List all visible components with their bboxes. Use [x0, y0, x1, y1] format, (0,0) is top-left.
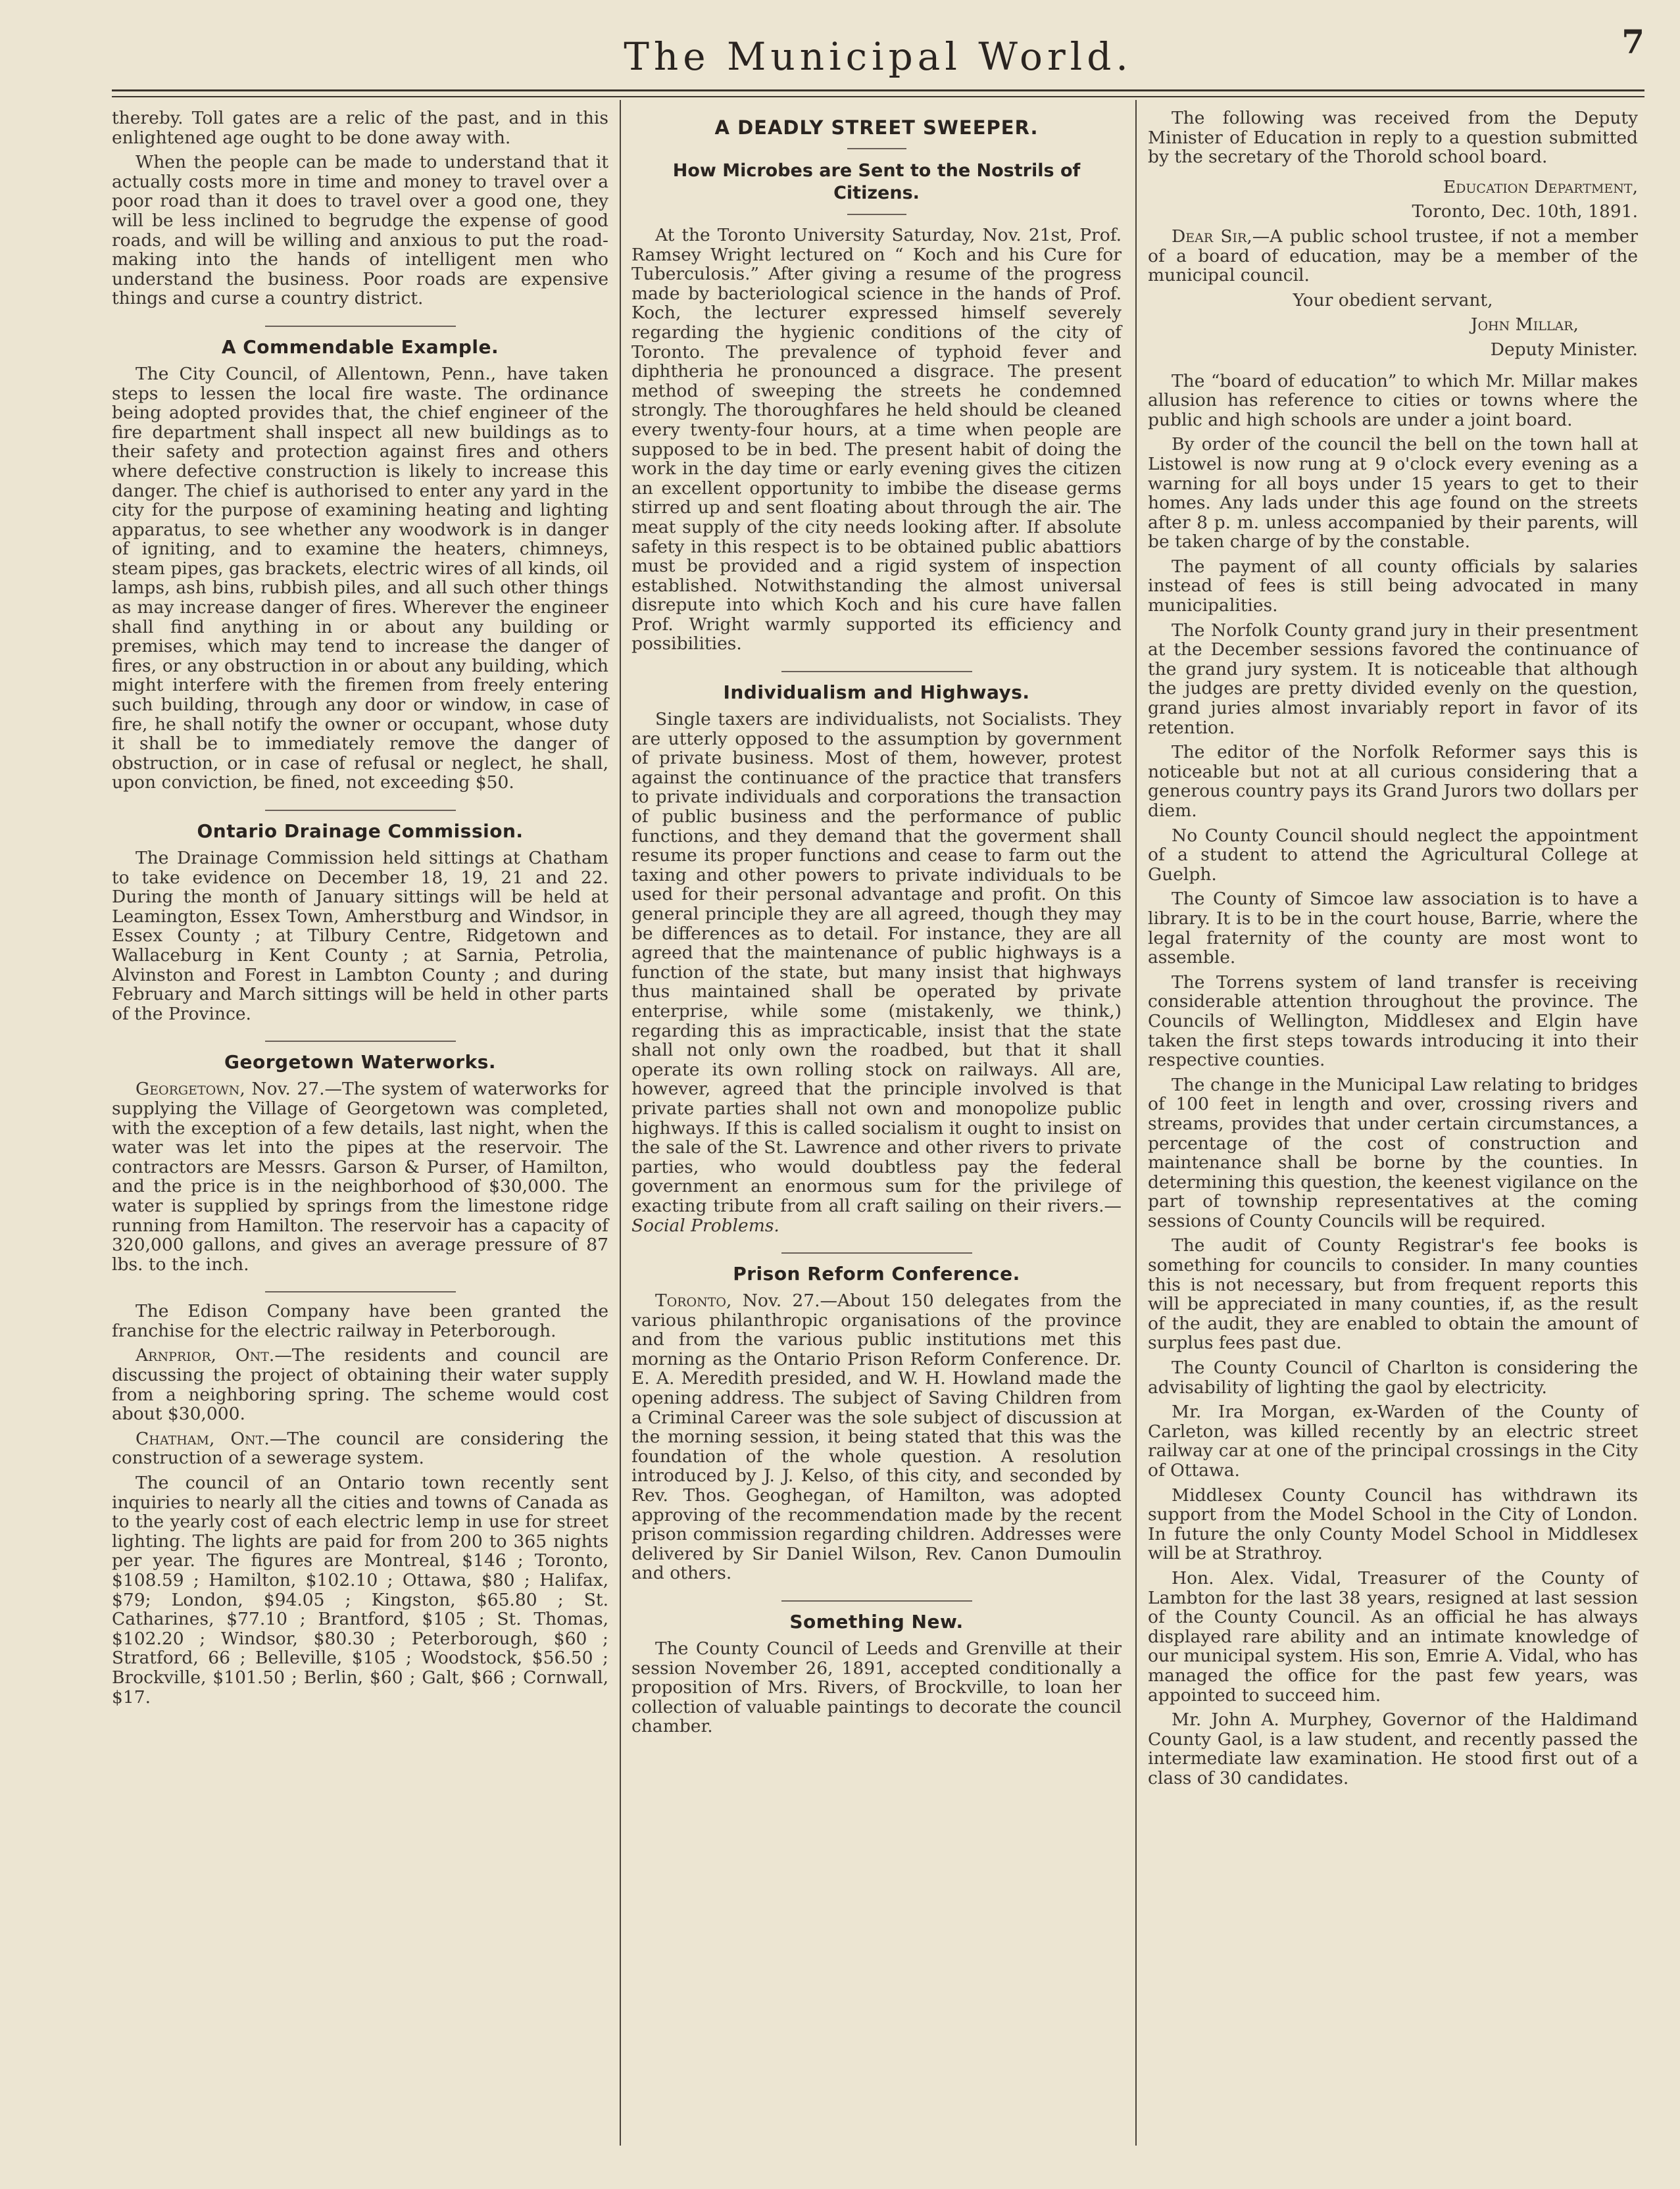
article-paragraph: At the Toronto University Saturday, Nov. 21st, Prof. Ramsey Wright lectured on “ Koch and his Cure for Tuberculosis.” After giving a resume of the progress made by bacteriological science in the hands of Prof. Koch, the lecturer expressed himself severely regarding the hygienic conditions of the city of Toronto. The prevalence of typhoid fever and diphtheria he pronounced a disgrace. The present method of sweeping the streets he condemned strongly. The thoroughfares he held should be cleaned every twenty-four hours, at a time when people are supposed to be in bed. The present habit of doing the work in the day time or early evening gives the citizen an excellent opportunity to imbibe the disease germs stirred up and sent floating about through the air. The meat supply of the city needs looking after. If absolute safety in this respect is to be obtained public abattiors must be provided and a rigid system of inspection established. Notwithstanding the almost universal disrepute into which Koch and his cure have fallen Prof. Wright warmly supported its efficiency and possibilities.	[631, 225, 1122, 654]
dateline: Toronto	[655, 1291, 727, 1312]
column-divider	[620, 100, 621, 2146]
heading-something-new: Something New.	[789, 1611, 964, 1633]
article-paragraph: The County Council of Charlton is considering the advisability of lighting the gaol by electricity.	[1148, 1358, 1638, 1398]
column-2	[631, 109, 1122, 1742]
section-divider	[265, 1291, 456, 1292]
article-paragraph: Mr. Ira Morgan, ex-Warden of the County of Carleton, was killed recently by an electric street railway car at one of the principal crossings in the City of Ottawa.	[1148, 1402, 1638, 1481]
header-rule-double	[112, 96, 1644, 97]
article-paragraph: The Norfolk County grand jury in their presentment at the December sessions favored the continuance of the grand jury system. It is noticeable that although the judges are pretty divided evenly on the question, grand juries almost invariably report in favor of its retention.	[1148, 620, 1638, 738]
article-paragraph: The Torrens system of land transfer is receiving considerable attention throughout the province. The Councils of Wellington, Middlesex and Elgin have taken the first steps towards introducing it into their respective counties.	[1148, 972, 1638, 1071]
section-divider	[847, 148, 906, 149]
letter-department: Education Department,	[1443, 176, 1638, 197]
article-paragraph: Middlesex County Council has withdrawn its support from the Model School in the City of London. In future the only County Model School in Middlesex will be at Strathroy.	[1148, 1485, 1638, 1564]
article-paragraph: thereby. Toll gates are a relic of the past, and in this enlightened age ought to be done away with.	[112, 108, 608, 148]
source-citation: Social Problems.	[631, 1215, 779, 1236]
letter-date: Toronto, Dec. 10th, 1891.	[1412, 201, 1638, 222]
heading-drainage-commission: Ontario Drainage Commission.	[197, 820, 524, 842]
dateline: Arnprior, Ont.	[136, 1345, 275, 1366]
section-divider	[265, 326, 456, 327]
section-divider	[781, 1600, 972, 1602]
article-paragraph: When the people can be made to understand that it actually costs more in time and money to travel over a poor road than it does to travel over a good one, they will be less inclined to begrudge the expense of good roads, and will be willing and anxious to put the road-making into the hands of intelligent men who understand the business. Poor roads are expensive things and curse a country district.	[112, 152, 608, 309]
heading-commendable-example: A Commendable Example.	[221, 335, 499, 358]
column-3	[1148, 109, 1638, 1794]
column-1	[112, 109, 608, 1712]
article-paragraph: The County of Simcoe law association is to have a library. It is to be in the court house, Barrie, where the legal fraternity of the county are most wont to assemble.	[1148, 889, 1638, 968]
article-paragraph: The City Council, of Allentown, Penn., have taken steps to lessen the local fire waste. The ordinance being adopted provides that, the chief engineer of the fire department shall inspect all new buildings as to their safety and protection against fires and others where defective construction is likely to increase this danger. The chief is authorised to enter any yard in the city for the purpose of examining heating and lighting apparatus, to see whether any woodwork is in danger of igniting, and to examine the heaters, chimneys, steam pipes, gas brackets, electric wires of all kinds, oil lamps, ash bins, rubbish piles, and all such other things as may increase danger of fires. Wherever the engineer shall find anything in or about any building or premises, which may tend to increase the danger of fires, or any obstruction in or about any building, which might interfere with the firemen from freely entering such building, through any door or window, in case of fire, he shall notify the owner or occupant, whose duty it shall be to immediately remove the danger of obstruction, or in case of refusal or neglect, he shall, upon conviction, be fined, not exceeding $50.	[112, 363, 608, 793]
section-divider	[265, 1041, 456, 1042]
article-paragraph: The Drainage Commission held sittings at Chatham to take evidence on December 18, 19, 21 and 22. During the month of January sittings will be held at Leamington, Essex Town, Amherstburg and Windsor, in Essex County ; at Tilbury Centre, Ridgetown and Wallaceburg in Kent County ; at Sarnia, Petrolia, Alvinston and Forest in Lambton County ; and during February and March sittings will be held in other parts of the Province.	[112, 848, 608, 1024]
article-paragraph: Chatham, Ont.—The council are considering the construction of a sewerage system.	[112, 1428, 608, 1469]
heading-individualism-highways: Individualism and Highways.	[723, 681, 1030, 704]
article-paragraph: Mr. John A. Murphey, Governor of the Haldimand County Gaol, is a law student, and recently passed the intermediate law examination. He stood first out of a class of 30 candidates.	[1148, 1709, 1638, 1788]
article-paragraph: Toronto, Nov. 27.—About 150 delegates from the various philanthropic organisations of the province and from the various public institutions met this morning as the Ontario Prison Reform Conference. Dr. E. A. Meredith presided, and W. H. Howland made the opening address. The subject of Saving Children from a Criminal Career was the sole subject of discussion at the morning session, it being stated that this was the foundation of the whole question. A resolution introduced by J. J. Kelso, of this city, and seconded by Rev. Thos. Geoghegan, of Hamilton, was adopted approving of the recommendation made by the recent prison commission regarding children. Addresses were delivered by Sir Daniel Wilson, Rev. Canon Dumoulin and others.	[631, 1291, 1122, 1584]
article-paragraph: The change in the Municipal Law relating to bridges of 100 feet in length and over, crossing rivers and streams, provides that under certain circumstances, a percentage of the cost of construction and maintenance shall be borne by the counties. In determining this question, the keenest vigilance on the part of township representatives at the coming sessions of County Councils will be required.	[1148, 1074, 1638, 1231]
section-divider	[265, 810, 456, 811]
article-paragraph: The Edison Company have been granted the franchise for the electric railway in Peterborough.	[112, 1301, 608, 1341]
article-paragraph: The audit of County Registrar's fee books is something for councils to consider. In many counties this is not necessary, but from frequent reports this will be appreciated in many counties, if, as the result of the audit, they are enabled to obtain the amount of surplus fees past due.	[1148, 1235, 1638, 1354]
newspaper-title: The Municipal World.	[624, 34, 1133, 79]
article-paragraph: The County Council of Leeds and Grenville at their session November 26, 1891, accepted conditionally a proposition of Mrs. Rivers, of Brockville, to loan her collection of valuable paintings to decorate the council chamber.	[631, 1638, 1122, 1737]
dateline: Chatham, Ont.	[136, 1428, 270, 1449]
article-paragraph: The editor of the Norfolk Reformer says this is noticeable but not at all curious considering that a generous country pays its Grand Jurors two dollars per diem.	[1148, 742, 1638, 821]
article-paragraph: Arnprior, Ont.—The residents and council are discussing the project of obtaining their water supply from a neighboring spring. The scheme would cost about $30,000.	[112, 1345, 608, 1425]
article-paragraph: The following was received from the Deputy Minister of Education in reply to a question submitted by the secretary of the Thorold school board.	[1148, 108, 1638, 168]
page-number: 7	[1621, 22, 1644, 61]
column-divider	[1135, 100, 1137, 2146]
masthead	[112, 20, 1644, 86]
heading-deadly-street-sweeper: A DEADLY STREET SWEEPER.	[714, 116, 1039, 139]
article-paragraph: Single taxers are individualists, not Socialists. They are utterly opposed to the assumption by government of private business. Most of them, however, protest against the continuance of the practice that transfers to private individuals and corporations the transaction of public business and the performance of public functions, and they demand that the goverment shall resume its proper functions and cease to farm out the taxing and other powers to private individuals to be used for their personal advantage and profit. On this general principle they are all agreed, though they may be differences as to detail. For instance, they are all agreed that the maintenance of public highways is a function of the state, but many insist that highways thus maintained shall be operated by private enterprise, while some (mistakenly, we think,) regarding this as impracticable, insist that the state shall not only own the roadbed, but that it shall operate its own rolling stock on railways. All are, however, agreed that the principle involved is that private parties shall not own and monopolize public highways. If this is called socialism it ought to insist on the sale of the St. Lawrence and other rivers to private parties, who would doubtless pay the federal government an enormous sum for the privilege of exacting tribute from all craft sailing on their rivers.—Social Problems.	[631, 709, 1122, 1236]
letter-body: Dear Sir,—A public school trustee, if not a member of a board of education, may be a member of the municipal council.	[1148, 226, 1638, 286]
heading-georgetown-waterworks: Georgetown Waterworks.	[224, 1051, 497, 1073]
article-paragraph: No County Council should neglect the appointment of a student to attend the Agricultural College at Guelph.	[1148, 825, 1638, 885]
section-divider	[781, 671, 972, 672]
dateline: Georgetown	[136, 1079, 240, 1100]
article-paragraph: The payment of all county officials by salaries instead of fees is still being advocated in many municipalities.	[1148, 556, 1638, 616]
article-paragraph: The council of an Ontario town recently sent inquiries to nearly all the cities and towns of Canada as to the yearly cost of each electric lemp in use for street lighting. The lights are paid for from 200 to 365 nights per year. The figures are Montreal, $146 ; Toronto, $108.59 ; Hamilton, $102.10 ; Ottawa, $80 ; Halifax, $79; London, $94.05 ; Kingston, $65.80 ; St. Catharines, $77.10 ; Brantford, $105 ; St. Thomas, $102.20 ; Windsor, $80.30 ; Peterborough, $60 ; Stratford, 66 ; Belleville, $105 ; Woodstock, $56.50 ; Brockville, $101.50 ; Berlin, $60 ; Galt, $66 ; Cornwall, $17.	[112, 1473, 608, 1708]
section-divider	[781, 1252, 972, 1254]
header-rule	[112, 89, 1644, 91]
article-paragraph: Hon. Alex. Vidal, Treasurer of the County of Lambton for the last 38 years, resigned at last session of the County Council. As an official he has always displayed rare ability and an intimate knowledge of our municipal system. His son, Emrie A. Vidal, who has managed the office for the past few years, was appointed to succeed him.	[1148, 1567, 1638, 1706]
letter-closing: Your obedient servant,	[1293, 289, 1493, 310]
subheading-microbes: How Microbes are Sent to the Nostrils of Citizens.	[672, 160, 1081, 203]
letter-signatory-title: Deputy Minister.	[1490, 339, 1638, 360]
section-divider	[847, 214, 906, 215]
article-paragraph: By order of the council the bell on the town hall at Listowel is now rung at 9 o'clock every evening as a warning for all boys under 15 years to get to their homes. Any lads under this age found on the streets after 8 p. m. unless accompanied by their parents, will be taken charge of by the constable.	[1148, 434, 1638, 553]
heading-prison-reform: Prison Reform Conference.	[733, 1263, 1020, 1285]
letter-signature: John Millar,	[1470, 314, 1579, 335]
article-paragraph: The “board of education” to which Mr. Millar makes allusion has reference to cities or towns where the public and high schools are under a joint board.	[1148, 370, 1638, 430]
letter-salutation: Dear Sir,	[1172, 226, 1252, 247]
article-paragraph: Georgetown, Nov. 27.—The system of waterworks for supplying the Village of Georgetown was completed, with the exception of a few details, last night, when the water was let into the pipes at the reservoir. The contractors are Messrs. Garson & Purser, of Hamilton, and the price is in the neighborhood of $30,000. The water is supplied by springs from the limestone ridge running from Hamilton. The reservoir has a capacity of 320,000 gallons, and gives an average pressure of 87 lbs. to the inch.	[112, 1079, 608, 1275]
